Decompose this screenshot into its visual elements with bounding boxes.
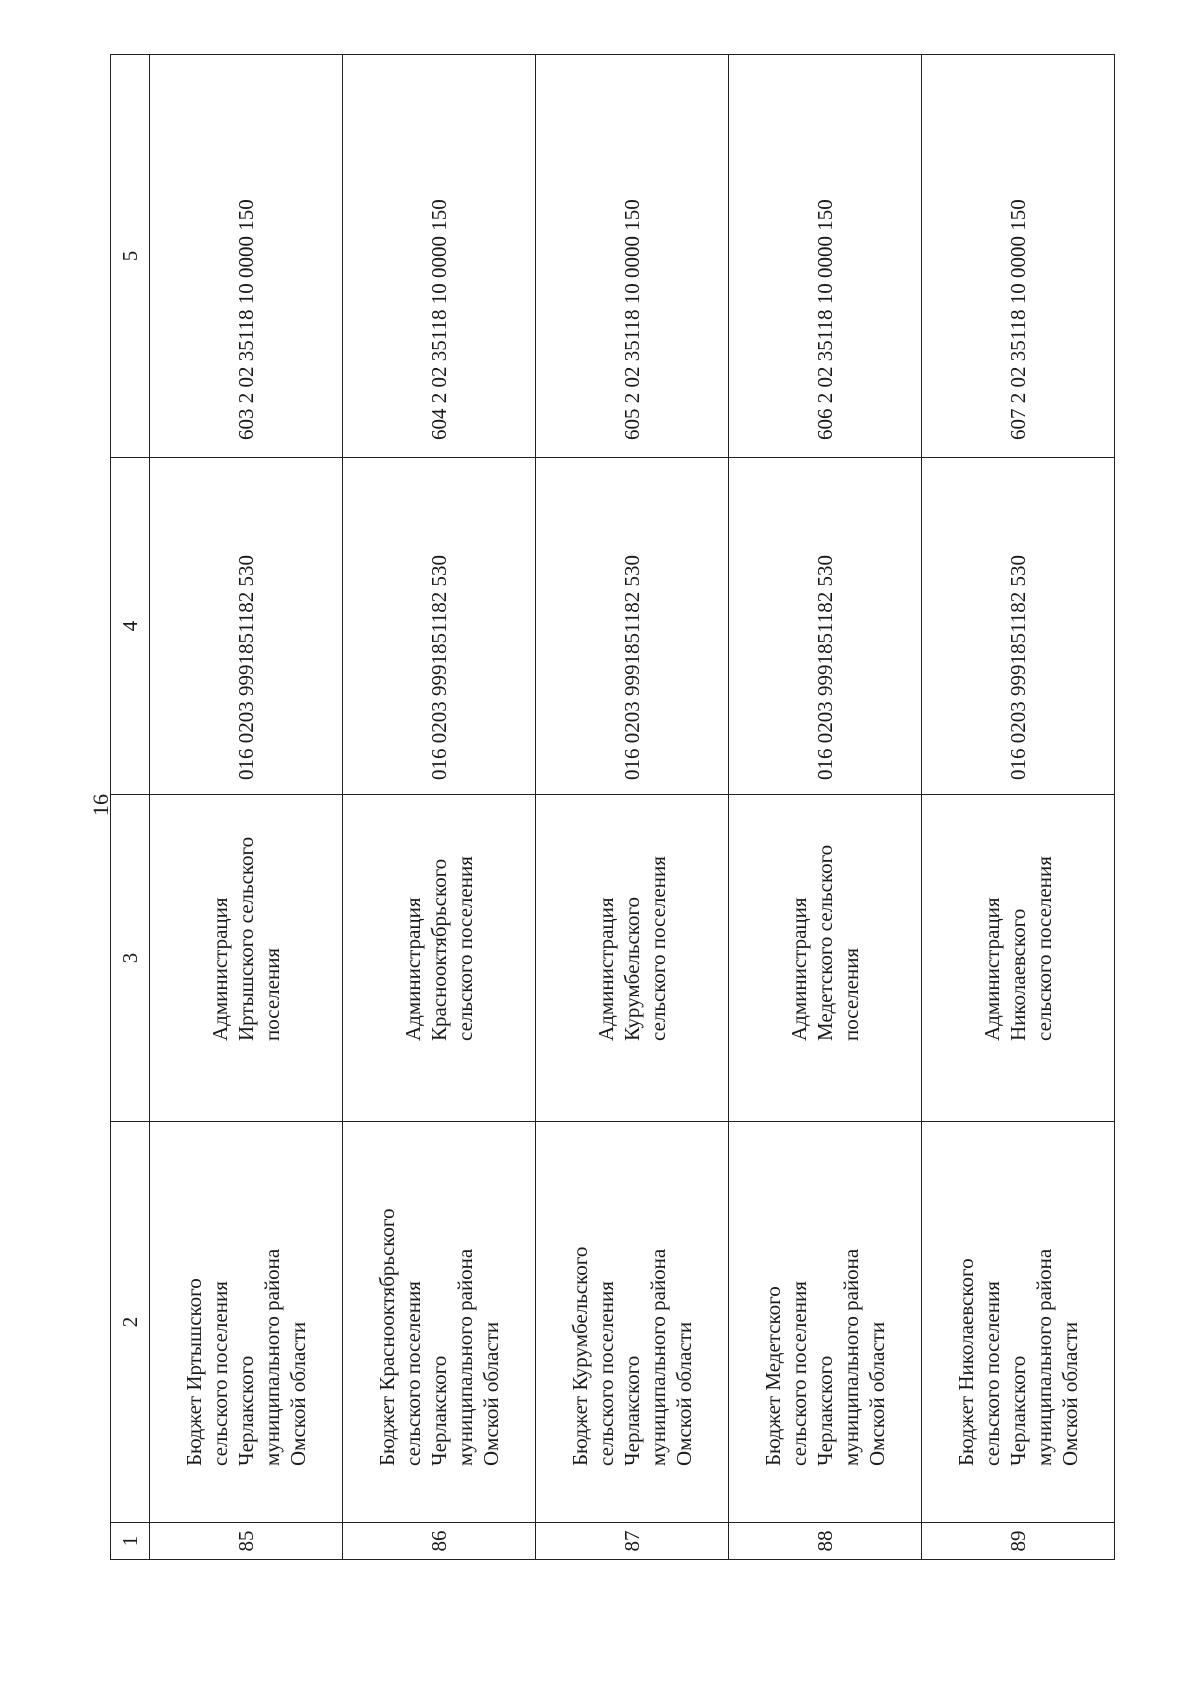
administrator-name: Администрация Иртышского сельского поселения: [150, 795, 343, 1122]
header-cell-4: 4: [111, 458, 150, 795]
header-cell-2: 2: [111, 1122, 150, 1523]
budget-name: Бюджет Курумбельского сельского поселения Черлакского муниципального района Омской области: [536, 1122, 729, 1523]
revenue-code: 604 2 02 35118 10 0000 150: [343, 55, 536, 458]
header-cell-3: 3: [111, 795, 150, 1122]
row-number: 85: [150, 1523, 343, 1560]
row-number: 87: [536, 1523, 729, 1560]
table-row: [729, 55, 922, 1560]
revenue-code: 606 2 02 35118 10 0000 150: [729, 55, 922, 458]
expense-code: 016 0203 9991851182 530: [729, 458, 922, 795]
administrator-name: Администрация Курумбельского сельского поселения: [536, 795, 729, 1122]
table-row: [536, 55, 729, 1560]
table-row: [343, 55, 536, 1560]
expense-code: 016 0203 9991851182 530: [150, 458, 343, 795]
row-number: 86: [343, 1523, 536, 1560]
row-number: 88: [729, 1523, 922, 1560]
header-cell-5: 5: [111, 55, 150, 458]
page-number: 16: [88, 794, 113, 816]
administrator-name: Администрация Краснооктябрьского сельского поселения: [343, 795, 536, 1122]
revenue-code: 607 2 02 35118 10 0000 150: [922, 55, 1115, 458]
rotated-table-container: [110, 55, 1110, 1560]
budget-name: Бюджет Краснооктябрьского сельского поселения Черлакского муниципального района Омской области: [343, 1122, 536, 1523]
budget-table: [110, 54, 1115, 1560]
expense-code: 016 0203 9991851182 530: [536, 458, 729, 795]
revenue-code: 603 2 02 35118 10 0000 150: [150, 55, 343, 458]
expense-code: 016 0203 9991851182 530: [922, 458, 1115, 795]
expense-code: 016 0203 9991851182 530: [343, 458, 536, 795]
row-number: 89: [922, 1523, 1115, 1560]
revenue-code: 605 2 02 35118 10 0000 150: [536, 55, 729, 458]
budget-name: Бюджет Медетского сельского поселения Черлакского муниципального района Омской области: [729, 1122, 922, 1523]
table-row: [922, 55, 1115, 1560]
administrator-name: Администрация Николаевского сельского поселения: [922, 795, 1115, 1122]
budget-name: Бюджет Иртышского сельского поселения Черлакского муниципального района Омской области: [150, 1122, 343, 1523]
table-header-row: [111, 55, 150, 1560]
budget-name: Бюджет Николаевского сельского поселения Черлакского муниципального района Омской области: [922, 1122, 1115, 1523]
header-cell-1: 1: [111, 1523, 150, 1560]
table-row: [150, 55, 343, 1560]
administrator-name: Администрация Медетского сельского поселения: [729, 795, 922, 1122]
